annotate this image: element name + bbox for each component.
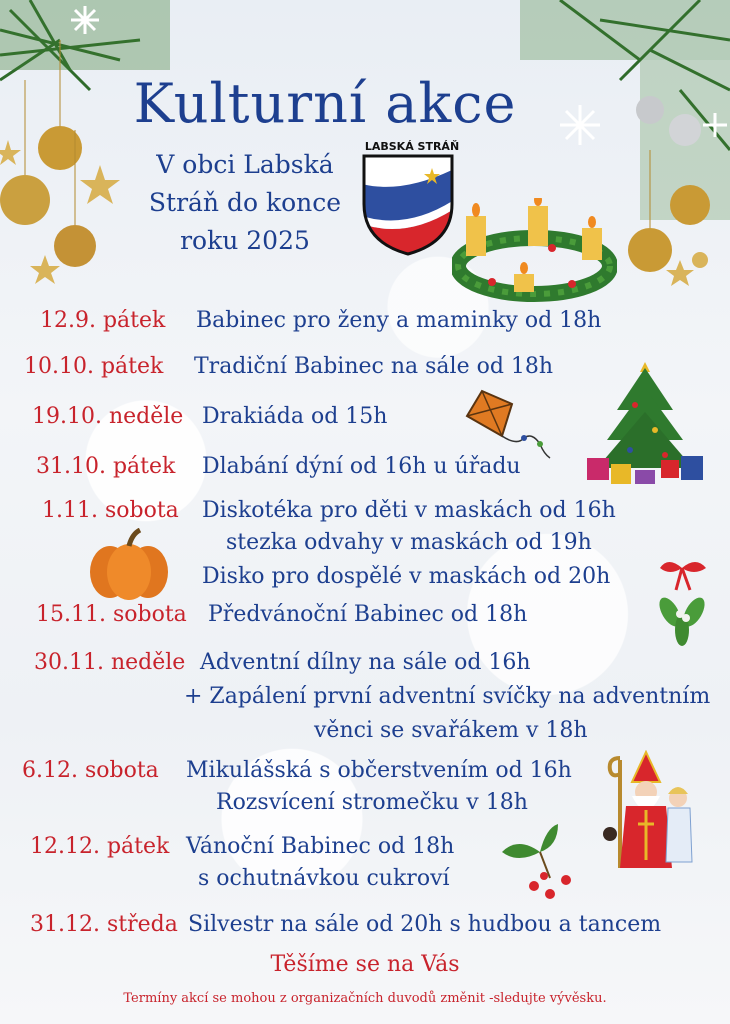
event-date-5: 1.11. sobota (42, 498, 179, 523)
event-8-line-2: Rozsvícení stromečku v 18h (216, 790, 528, 815)
advent-wreath-icon (452, 198, 617, 303)
event-5-line-3: Disko pro dospělé v maskách od 20h (202, 564, 611, 589)
event-6-line-1: Předvánoční Babinec od 18h (208, 602, 528, 627)
closing-text: Těšíme se na Vás (270, 952, 460, 977)
event-date-6: 15.11. sobota (36, 602, 187, 627)
event-7-line-3: věnci se svařákem v 18h (314, 718, 588, 743)
holly-icon (496, 822, 580, 904)
event-date-1: 12.9. pátek (40, 308, 166, 333)
event-5-line-2: stezka odvahy v maskách od 19h (226, 530, 592, 555)
subtitle-line-2: Stráň do konce (148, 188, 342, 217)
village-crest-icon (362, 154, 454, 256)
event-9-line-2: s ochutnávkou cukroví (198, 866, 450, 891)
page-title: Kulturní akce (133, 72, 517, 135)
pumpkin-icon (88, 528, 170, 600)
christmas-tree-icon (585, 360, 705, 488)
event-date-10: 31.12. středa (30, 912, 178, 937)
event-1-line-1: Babinec pro ženy a maminky od 18h (196, 308, 602, 333)
event-date-9: 12.12. pátek (30, 834, 170, 859)
event-date-4: 31.10. pátek (36, 454, 176, 479)
crest-label: LABSKÁ STRÁŇ (364, 140, 460, 153)
subtitle-line-1: V obci Labská (156, 150, 334, 179)
event-date-8: 6.12. sobota (22, 758, 159, 783)
footer-note: Termíny akcí se mohou z organizačních duvodů změnit -sledujte vývěsku. (123, 991, 607, 1006)
mistletoe-icon (650, 556, 714, 656)
event-7-line-1: Adventní dílny na sále od 16h (200, 650, 531, 675)
saint-nicholas-icon (602, 750, 694, 874)
event-7-line-2: + Zapálení první adventní svíčky na adventním (184, 684, 711, 709)
event-date-3: 19.10. neděle (32, 404, 184, 429)
event-date-2: 10.10. pátek (24, 354, 164, 379)
event-9-line-1: Vánoční Babinec od 18h (186, 834, 455, 859)
pine-shade-right (520, 0, 730, 60)
event-3-line-1: Drakiáda od 15h (202, 404, 388, 429)
event-2-line-1: Tradiční Babinec na sále od 18h (194, 354, 554, 379)
event-8-line-1: Mikulášská s občerstvením od 16h (186, 758, 572, 783)
subtitle-line-3: roku 2025 (180, 226, 310, 255)
event-5-line-1: Diskotéka pro děti v maskách od 16h (202, 498, 616, 523)
event-4-line-1: Dlabání dýní od 16h u úřadu (202, 454, 521, 479)
event-date-7: 30.11. neděle (34, 650, 186, 675)
event-10-line-1: Silvestr na sále od 20h s hudbou a tancem (188, 912, 662, 937)
